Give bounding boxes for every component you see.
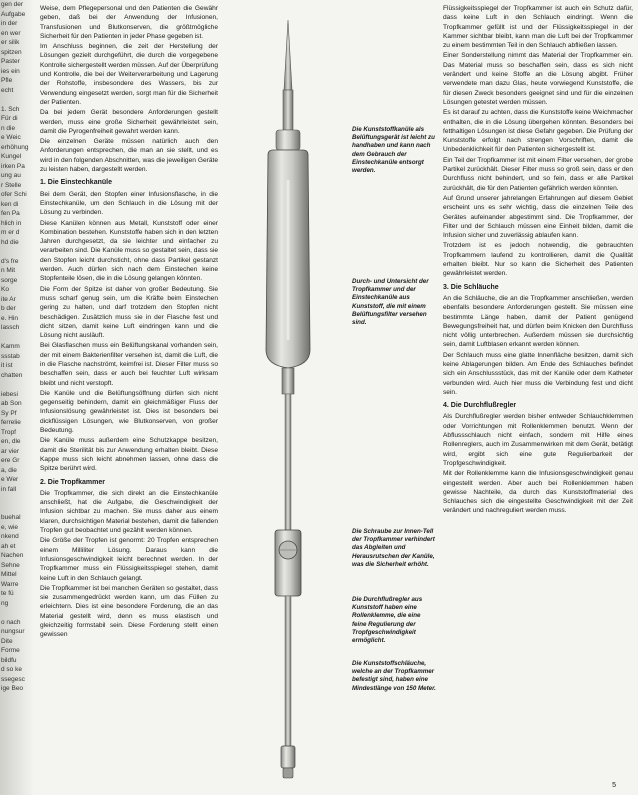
margin-fragment: e, wie: [1, 523, 18, 531]
margin-fragment: ken di: [1, 200, 19, 208]
margin-fragment: [0, 333, 34, 343]
margin-fragment: buehal: [1, 514, 21, 521]
body-paragraph: Einer Sonderstellung nimmt das Material der Tropfkammer ein. Das Material muss so beschaffen sein, dass es sich nicht verändert und keine Stoffe an die Lösung abgibt. Früher verwendete man dazu Glas, heute vorwiegend Kunststoffe, die für diesen Zweck besonders geeignet sind und für die einzelnen Lösungen getestet werden müssen.: [443, 52, 633, 106]
body-paragraph: Diese Kanülen können aus Metall, Kunststoff oder einer Kombination bestehen. Kunststoffe haben sich in den letzten Jahren durchgesetzt, da sie leichter und einfacher zu verarbeiten sind. Die Kanüle muss so gestaltet sein, dass sie den Stopfen leicht durchsticht, ohne dass Partikel gestanzt werden. Auch dürfen sich nach dem Einstechen keine Stopfenteile lösen, die in die Lösung gelangen könnten.: [40, 219, 218, 283]
figure-caption: Die Kunststoffkanüle als Belüftungsgerät ist leicht zu handhaben und kann nach dem Gebrauch der Einstechkanüle entsorgt werden.: [352, 126, 435, 175]
margin-fragment: m er d: [1, 229, 20, 236]
margin-fragment: r Stelle: [1, 181, 22, 189]
margin-fragment: Für di: [1, 115, 18, 122]
body-paragraph: Die einzelnen Geräte müssen natürlich auch den Anforderungen entsprechen, die man an sie stellt, und es wird in den folgenden Abschnitten, was die jeweiligen Geräte zu leisten haben, dargestellt werden.: [40, 138, 218, 174]
margin-fragment: gen der: [1, 1, 24, 8]
body-paragraph: Die Tropfkammer, die sich direkt an die Einstechkanüle anschließt, hat die Aufgabe, die Geschwindigkeit der Infusion sichtbar zu machen. Sie muss daher aus einem klaren, durchsichtigen Material bestehen, damit die fallenden Tropfen gut beobachtet und gezählt werden können.: [40, 489, 218, 535]
margin-fragment: lassch: [1, 324, 20, 331]
margin-fragment: iebesi: [1, 390, 18, 398]
margin-fragment: ar vier: [1, 447, 20, 455]
margin-fragment: Warre: [1, 580, 19, 588]
body-paragraph: Trotzdem ist es jedoch notwendig, die gebrauchten Tropfkammern laufend zu kontrollieren, damit die Qualität erhalten bleibt. Nur so kann die Sicherheit des Patienten gewährleistet werden.: [443, 242, 633, 278]
margin-fragment: Kamm: [1, 343, 20, 350]
connector-cap: [283, 768, 293, 778]
page-number: 5: [612, 782, 616, 789]
margin-fragment: e Weic: [1, 134, 21, 141]
margin-fragment: [0, 494, 34, 504]
body-paragraph: Bei Glasflaschen muss ein Belüftungskanal vorhanden sein, der mit einem Bakterienfilter versehen ist, damit die Luft, die in die Flasche nachströmt, keimfrei ist. Dieser Filter muss so beschaffen sein, dass er auch bei feuchter Luft wirksam bleibt und nicht verstopft.: [40, 342, 218, 387]
spike-shaft: [283, 90, 293, 130]
margin-fragment: Forme: [1, 647, 20, 654]
margin-fragment: Pfle: [1, 77, 13, 84]
section-heading: 3. Die Schläuche: [443, 283, 499, 291]
body-paragraph: Auf Grund unserer jahrelangen Erfahrungen auf diesem Gebiet erscheint uns es sehr wichtig, dass die einzelnen Teile des Gerätes aufeinander abgestimmt sind. Die Tropfkammer, der Filter und der Schlauch müssen eine Einheit bilden, damit die Infusion sicher und zuverlässig ablaufen kann.: [443, 194, 633, 240]
body-paragraph: Die Tropfkammer ist bei manchen Geräten so gestaltet, dass sie zusammengedrückt werden kann, um das Füllen zu erleichtern. Dies ist eine besondere Forderung, die an das Material gestellt wird, denn es muss elastisch und gleichzeitig formstabil sein. Diese Forderung stellt einen gewissen: [40, 584, 218, 639]
vent-collar: [276, 130, 300, 150]
margin-fragment: er silik: [1, 39, 20, 46]
body-paragraph: Flüssigkeitsspiegel der Tropfkammer ist auch ein Schutz dafür, dass keine Luft in den Schlauch eindringt. Wenn die Tropfkammer gefüllt ist und der Flüssigkeitsspiegel in der Kammer sichtbar bleibt, kann man die Luft bei der Tropfkammer zu einem bestimmten Teil in den Schlauch abfließen lassen.: [443, 5, 633, 50]
body-paragraph: Als Durchflußregler werden bisher entweder Schlauchklemmen oder Vorrichtungen mit Rollenklemmen benutzt. Wenn der Abflussschlauch nicht einfach, sondern mit Hilfe eines Rollenreglers, auch im Zusammenwirken mit dem Gerät, betätigt wird, ergibt sich eine gute Regulierbarkeit der Tropfgeschwindigkeit.: [443, 413, 633, 467]
margin-fragment: Kungel: [1, 153, 22, 160]
margin-fragment: echt: [1, 86, 14, 94]
body-paragraph: Die Kanüle und die Belüftungsöffnung dürfen sich nicht gegenseitig behindern, damit ein gleichmäßiger Fluss der Infusionslösung gewährleistet ist. Dies ist besonders bei dickflüssigen Lösungen, wie Blutkonserven, von großer Bedeutung.: [40, 389, 218, 435]
margin-fragment: ere Gr: [1, 457, 20, 464]
left-text-column: [40, 4, 218, 790]
body-paragraph: Der Schlauch muss eine glatte Innenfläche besitzen, damit sich keine Ablagerungen bilden. Am Ende des Schlauches befindet sich ein Anschlussstück, das mit der Kanüle oder dem Katheter verbunden wird. Auch hier muss die Verbindung fest und dicht sein.: [443, 351, 633, 396]
margin-fragment: e. Hin: [1, 314, 18, 322]
margin-fragment: Sehne: [1, 561, 20, 569]
margin-fragment: chatten: [1, 371, 23, 379]
body-paragraph: Weise, dem Pflegepersonal und den Patienten die Gewähr geben, daß bei der Anwendung der Infusionen, Transfusionen und Blutkonserven, die größtmögliche Sicherheit für den Patienten in jeder Phase gegeben ist.: [40, 5, 218, 40]
margin-fragment: hlich in: [1, 219, 22, 227]
margin-fragment: [0, 608, 34, 618]
margin-fragment: [0, 380, 34, 390]
margin-fragment: irken Pa: [1, 162, 25, 170]
figure-captions: [352, 0, 436, 795]
section-heading: 1. Die Einstechkanüle: [40, 179, 112, 187]
body-paragraph: Es ist darauf zu achten, dass die Kunststoffe keine Weichmacher enthalten, die in die Lösung übergehen könnten. Besonders bei fetthaltigen Lösungen ist diese Gefahr gegeben. Die Prüfung der Kunststoffe erfolgt nach strengen Vorschriften, damit die Unbedenklichkeit für den Patienten sichergestellt ist.: [443, 109, 633, 154]
margin-fragment: ige Beo: [1, 685, 24, 692]
figure-caption: Durch- und Untersicht der Tropfkammer und der Einstechkanüle aus Kunststoff, die mit einem Belüftungsfilter versehen sind.: [352, 278, 429, 327]
body-paragraph: Die Kanüle muss außerdem eine Schutzkappe besitzen, damit die Sterilität bis zur Anwendung erhalten bleibt. Diese Kappe muss sich leicht abnehmen lassen, ohne dass die Spitze berührt wird.: [40, 437, 218, 473]
margin-fragment: ssegesc: [1, 675, 25, 683]
spike-tip: [284, 20, 292, 90]
margin-fragment: in der: [1, 20, 18, 27]
margin-fragment: Ko: [1, 286, 9, 293]
roller-clamp: [275, 530, 301, 596]
body-paragraph: Ein Teil der Tropfkammer ist mit einem Filter versehen, der grobe Partikel zurückhält. Dieser Filter muss so groß sein, dass er den Durchfluss nicht behindert, und so fein, dass er alle Partikel zurückhält, die für den Patienten gefährlich werden könnten.: [443, 156, 633, 192]
margin-fragment: b der: [1, 305, 16, 312]
right-text-column: [443, 4, 633, 790]
margin-fragment: en, dle: [1, 438, 21, 445]
figure-caption: Die Kunststoffschläuche, welche an der Tropfkammer befestigt sind, haben eine Mindestlänge von 150 Meter.: [352, 660, 436, 692]
margin-fragment: fen Pa: [1, 210, 20, 217]
margin-fragment: ferrelie: [1, 419, 21, 426]
margin-fragment: bildfu: [1, 656, 17, 664]
margin-fragment: Paster: [1, 58, 20, 65]
body-paragraph: An die Schläuche, die an die Tropfkammer anschließen, werden ebenfalls besondere Anforderungen gestellt. Sie müssen eine bestimmte Länge haben, damit der Patient genügend Bewegungsfreiheit hat, und dürfen beim Knicken den Durchfluss nicht völlig unterbrechen. Außerdem müssen sie durchsichtig sein, damit Luftblasen erkannt werden können.: [443, 294, 633, 349]
margin-fragment: ofer Schi: [1, 191, 27, 198]
margin-fragment: ies ein: [1, 67, 20, 75]
margin-fragment: Mittel: [1, 571, 17, 578]
margin-fragment: ah et: [1, 542, 16, 550]
margin-fragment: nkend: [1, 533, 19, 540]
margin-fragment: [0, 504, 34, 514]
margin-fragment: ite Ar: [1, 295, 16, 303]
margin-fragment: n die: [1, 124, 16, 132]
body-paragraph: Mit der Rollenklemme kann die Infusionsgeschwindigkeit genau eingestellt werden. Aber auch bei Rollenklemmen haben gewisse Nachteile, da durch das Kunststoffmaterial des Schlauches sich die eingestellte Geschwindigkeit mit der Zeit verändert und nachreguliert werden muss.: [443, 470, 633, 515]
margin-fragment: [0, 247, 34, 257]
section-heading: 4. Die Durchflußregler: [443, 402, 517, 410]
margin-fragment: Dite: [1, 637, 13, 645]
tube-lower: [285, 596, 291, 746]
body-paragraph: Bei dem Gerät, den Stopfen einer Infusionsflasche, in die Einstechkanüle, um den Schlauch in die Lösung mit der Lösung zu verbinden.: [40, 190, 218, 217]
margin-fragment: e Wer: [1, 476, 19, 483]
margin-fragment: nungsur: [1, 628, 25, 635]
tube-upper: [285, 394, 291, 530]
margin-fragment: 1. Sch: [1, 105, 20, 113]
margin-fragment: n Mit: [1, 267, 16, 274]
margin-fragment: a, die: [1, 466, 17, 474]
margin-fragment: Sy Pf: [1, 409, 17, 417]
figure-caption: Die Durchflußregler aus Kunststoff haben eine Rollenklemme, die eine feine Regulierung der Tropfgeschwindigkeit ermöglicht.: [352, 596, 423, 645]
margin-fragment: en wer: [1, 29, 21, 37]
margin-fragment: te fü: [1, 590, 14, 597]
margin-fragment: it ist: [1, 362, 13, 369]
body-paragraph: Die Form der Spitze ist daher von großer Bedeutung. Sie muss scharf genug sein, um die Kräfte beim Einstechen gering zu halten, und darf trotzdem den Stopfen nicht beschädigen. Zusätzlich muss sie in der Flasche fest und dicht sitzen, damit keine Luft eindringen kann und die Lösung nicht ausläuft.: [40, 285, 218, 340]
margin-fragment: Tropf: [1, 428, 16, 436]
chamber-outlet: [282, 368, 294, 394]
margin-fragment: in fall: [1, 485, 17, 493]
section-heading: 2. Die Tropfkammer: [40, 478, 105, 486]
body-paragraph: Die Größe der Tropfen ist genormt: 20 Tropfen entsprechen einem Milliliter Lösung. Daraus kann die Infusionsgeschwindigkeit leicht berechnet werden. In der Tropfkammer muss ein Flüssigkeitsspiegel stehen, damit keine Luft in den Schlauch gelangt.: [40, 537, 218, 582]
margin-fragment: ab Son: [1, 400, 22, 407]
body-paragraph: Im Anschluss beginnen, die zeit der Herstellung der Lösungen gezielt durchgeführt, die durch die vorgegebene Kontrolle sichergestellt werden müssen. Auf der Überprüfung und Kontrolle, die bei der Weiterverarbeitung und Lagerung der Rohstoffe, insbesondere des Wassers, bis zur Verwendung eingesetzt werden, sorgt man für die Sicherheit der Patienten.: [40, 43, 218, 106]
infusion-device-illustration: [228, 20, 348, 780]
figure-caption: Die Schraube zur Innen-Tell der Tropfkammer verhindert das Abgleiten und Herausrutschen der Kanüle, was die Sicherheit erhöht.: [352, 528, 435, 568]
margin-fragment: o nach: [1, 618, 21, 626]
margin-fragment: d so ke: [1, 666, 22, 673]
margin-fragment: spitzen: [1, 48, 22, 56]
margin-fragment: ung au: [1, 172, 21, 179]
margin-fragment: [0, 95, 34, 105]
margin-fragment: sorge: [1, 276, 18, 284]
margin-fragment: ssstab: [1, 352, 20, 360]
adjacent-page-margin: [0, 0, 34, 795]
luer-connector: [281, 746, 295, 768]
margin-fragment: hd die: [1, 238, 19, 246]
body-paragraph: Da bei jedem Gerät besondere Anforderungen gestellt werden, muss eine große Sicherheit gewährleistet sein, damit die Pyrogenfreiheit gewahrt werden kann.: [40, 109, 218, 135]
margin-fragment: d's fre: [1, 257, 19, 265]
margin-fragment: Aufgabe: [1, 10, 26, 18]
margin-fragment: erhöhung: [1, 143, 29, 151]
margin-fragment: Nachen: [1, 552, 24, 559]
margin-fragment: ng: [1, 599, 9, 607]
